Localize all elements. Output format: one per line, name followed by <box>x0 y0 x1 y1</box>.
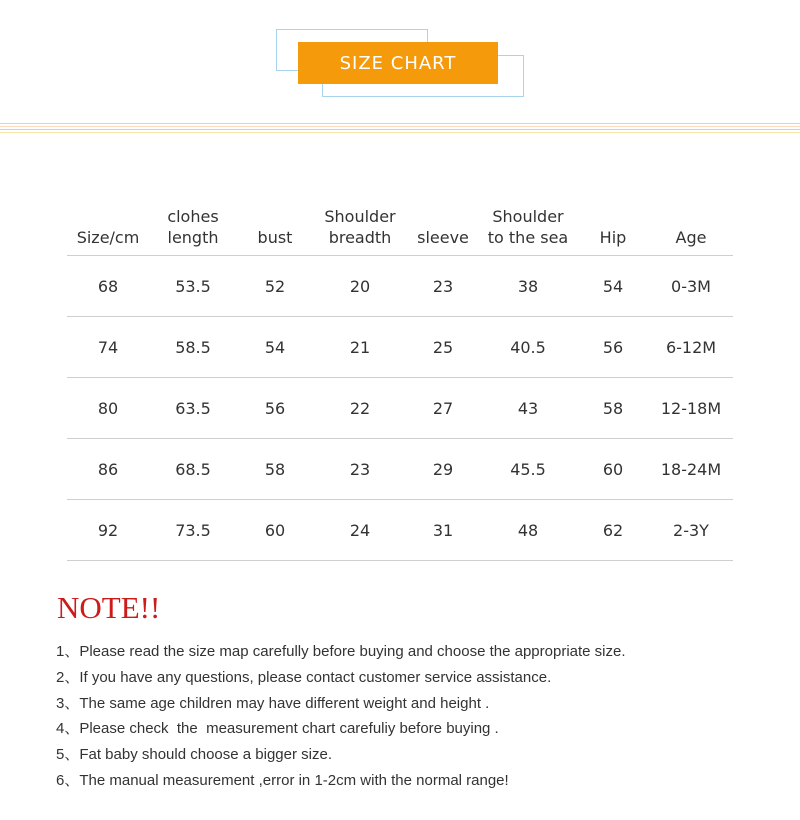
table-row <box>67 439 733 500</box>
table-cell: 62 <box>577 500 649 561</box>
note-item: 4、Please check the measurement chart carefuliy before buying . <box>56 720 499 738</box>
note-item: 3、The same age children may have different weight and height . <box>56 694 490 712</box>
table-row <box>67 378 733 439</box>
table-cell: 86 <box>67 439 149 500</box>
table-cell: 20 <box>313 256 407 317</box>
table-cell: 68 <box>67 256 149 317</box>
table-cell: 56 <box>577 317 649 378</box>
column-header-line: Age <box>675 228 707 247</box>
column-header <box>149 190 237 256</box>
table-cell: 40.5 <box>479 317 577 378</box>
table-cell: 12-18M <box>649 378 733 439</box>
table-cell: 45.5 <box>479 439 577 500</box>
note-item: 2、If you have any questions, please contact customer service assistance. <box>56 668 552 686</box>
table-cell: 52 <box>237 256 313 317</box>
stripe-line <box>0 126 800 127</box>
table-cell: 92 <box>67 500 149 561</box>
table-row <box>67 317 733 378</box>
table-cell: 63.5 <box>149 378 237 439</box>
note-item: 1、Please read the size map carefully before buying and choose the appropriate size. <box>56 643 626 660</box>
note-list <box>56 641 626 796</box>
table-cell: 53.5 <box>149 256 237 317</box>
table-row <box>67 500 733 561</box>
column-header <box>479 190 577 256</box>
table-cell: 6-12M <box>649 317 733 378</box>
table-cell: 80 <box>67 378 149 439</box>
table-cell: 18-24M <box>649 439 733 500</box>
size-chart-table <box>67 190 733 561</box>
table-cell: 54 <box>237 317 313 378</box>
column-header-line: sleeve <box>417 228 469 247</box>
column-header <box>649 190 733 256</box>
note-item: 6、The manual measurement ,error in 1-2cm with the normal range! <box>56 771 509 789</box>
column-header <box>577 190 649 256</box>
table-cell: 60 <box>577 439 649 500</box>
stripe-line <box>0 132 800 133</box>
stripe-line <box>0 123 800 124</box>
table-cell: 23 <box>313 439 407 500</box>
table-cell: 21 <box>313 317 407 378</box>
column-header-line: length <box>167 228 219 247</box>
column-header-line: bust <box>257 228 293 247</box>
stripe-line <box>0 129 800 130</box>
column-header <box>313 190 407 256</box>
column-header-line: Hip <box>599 228 627 247</box>
table-cell: 2-3Y <box>649 500 733 561</box>
table-cell: 24 <box>313 500 407 561</box>
table-cell: 68.5 <box>149 439 237 500</box>
table-cell: 58 <box>237 439 313 500</box>
table-cell: 60 <box>237 500 313 561</box>
note-title: NOTE!! <box>57 590 161 625</box>
page-title: SIZE CHART <box>298 42 498 84</box>
table-cell: 23 <box>407 256 479 317</box>
column-header <box>407 190 479 256</box>
note-item: 5、Fat baby should choose a bigger size. <box>56 746 332 764</box>
table-body <box>67 256 733 561</box>
table-cell: 43 <box>479 378 577 439</box>
table-cell: 58 <box>577 378 649 439</box>
table-cell: 0-3M <box>649 256 733 317</box>
column-header-line: Shoulder <box>324 207 396 226</box>
column-header-line: to the sea <box>487 228 569 247</box>
table-cell: 58.5 <box>149 317 237 378</box>
table-cell: 27 <box>407 378 479 439</box>
table-cell: 74 <box>67 317 149 378</box>
table-cell: 31 <box>407 500 479 561</box>
decorative-stripes <box>0 123 800 135</box>
column-header-line: Shoulder <box>492 207 564 226</box>
table-row <box>67 256 733 317</box>
table-cell: 54 <box>577 256 649 317</box>
table-cell: 22 <box>313 378 407 439</box>
column-header <box>67 190 149 256</box>
table-cell: 38 <box>479 256 577 317</box>
column-header-line: Size/cm <box>76 228 140 247</box>
header-badge <box>276 29 524 97</box>
table-header-row <box>67 190 733 256</box>
table-cell: 25 <box>407 317 479 378</box>
table-cell: 48 <box>479 500 577 561</box>
table-cell: 73.5 <box>149 500 237 561</box>
column-header-line: clohes <box>167 207 219 226</box>
column-header-line: breadth <box>328 228 392 247</box>
table-cell: 29 <box>407 439 479 500</box>
column-header <box>237 190 313 256</box>
table-cell: 56 <box>237 378 313 439</box>
